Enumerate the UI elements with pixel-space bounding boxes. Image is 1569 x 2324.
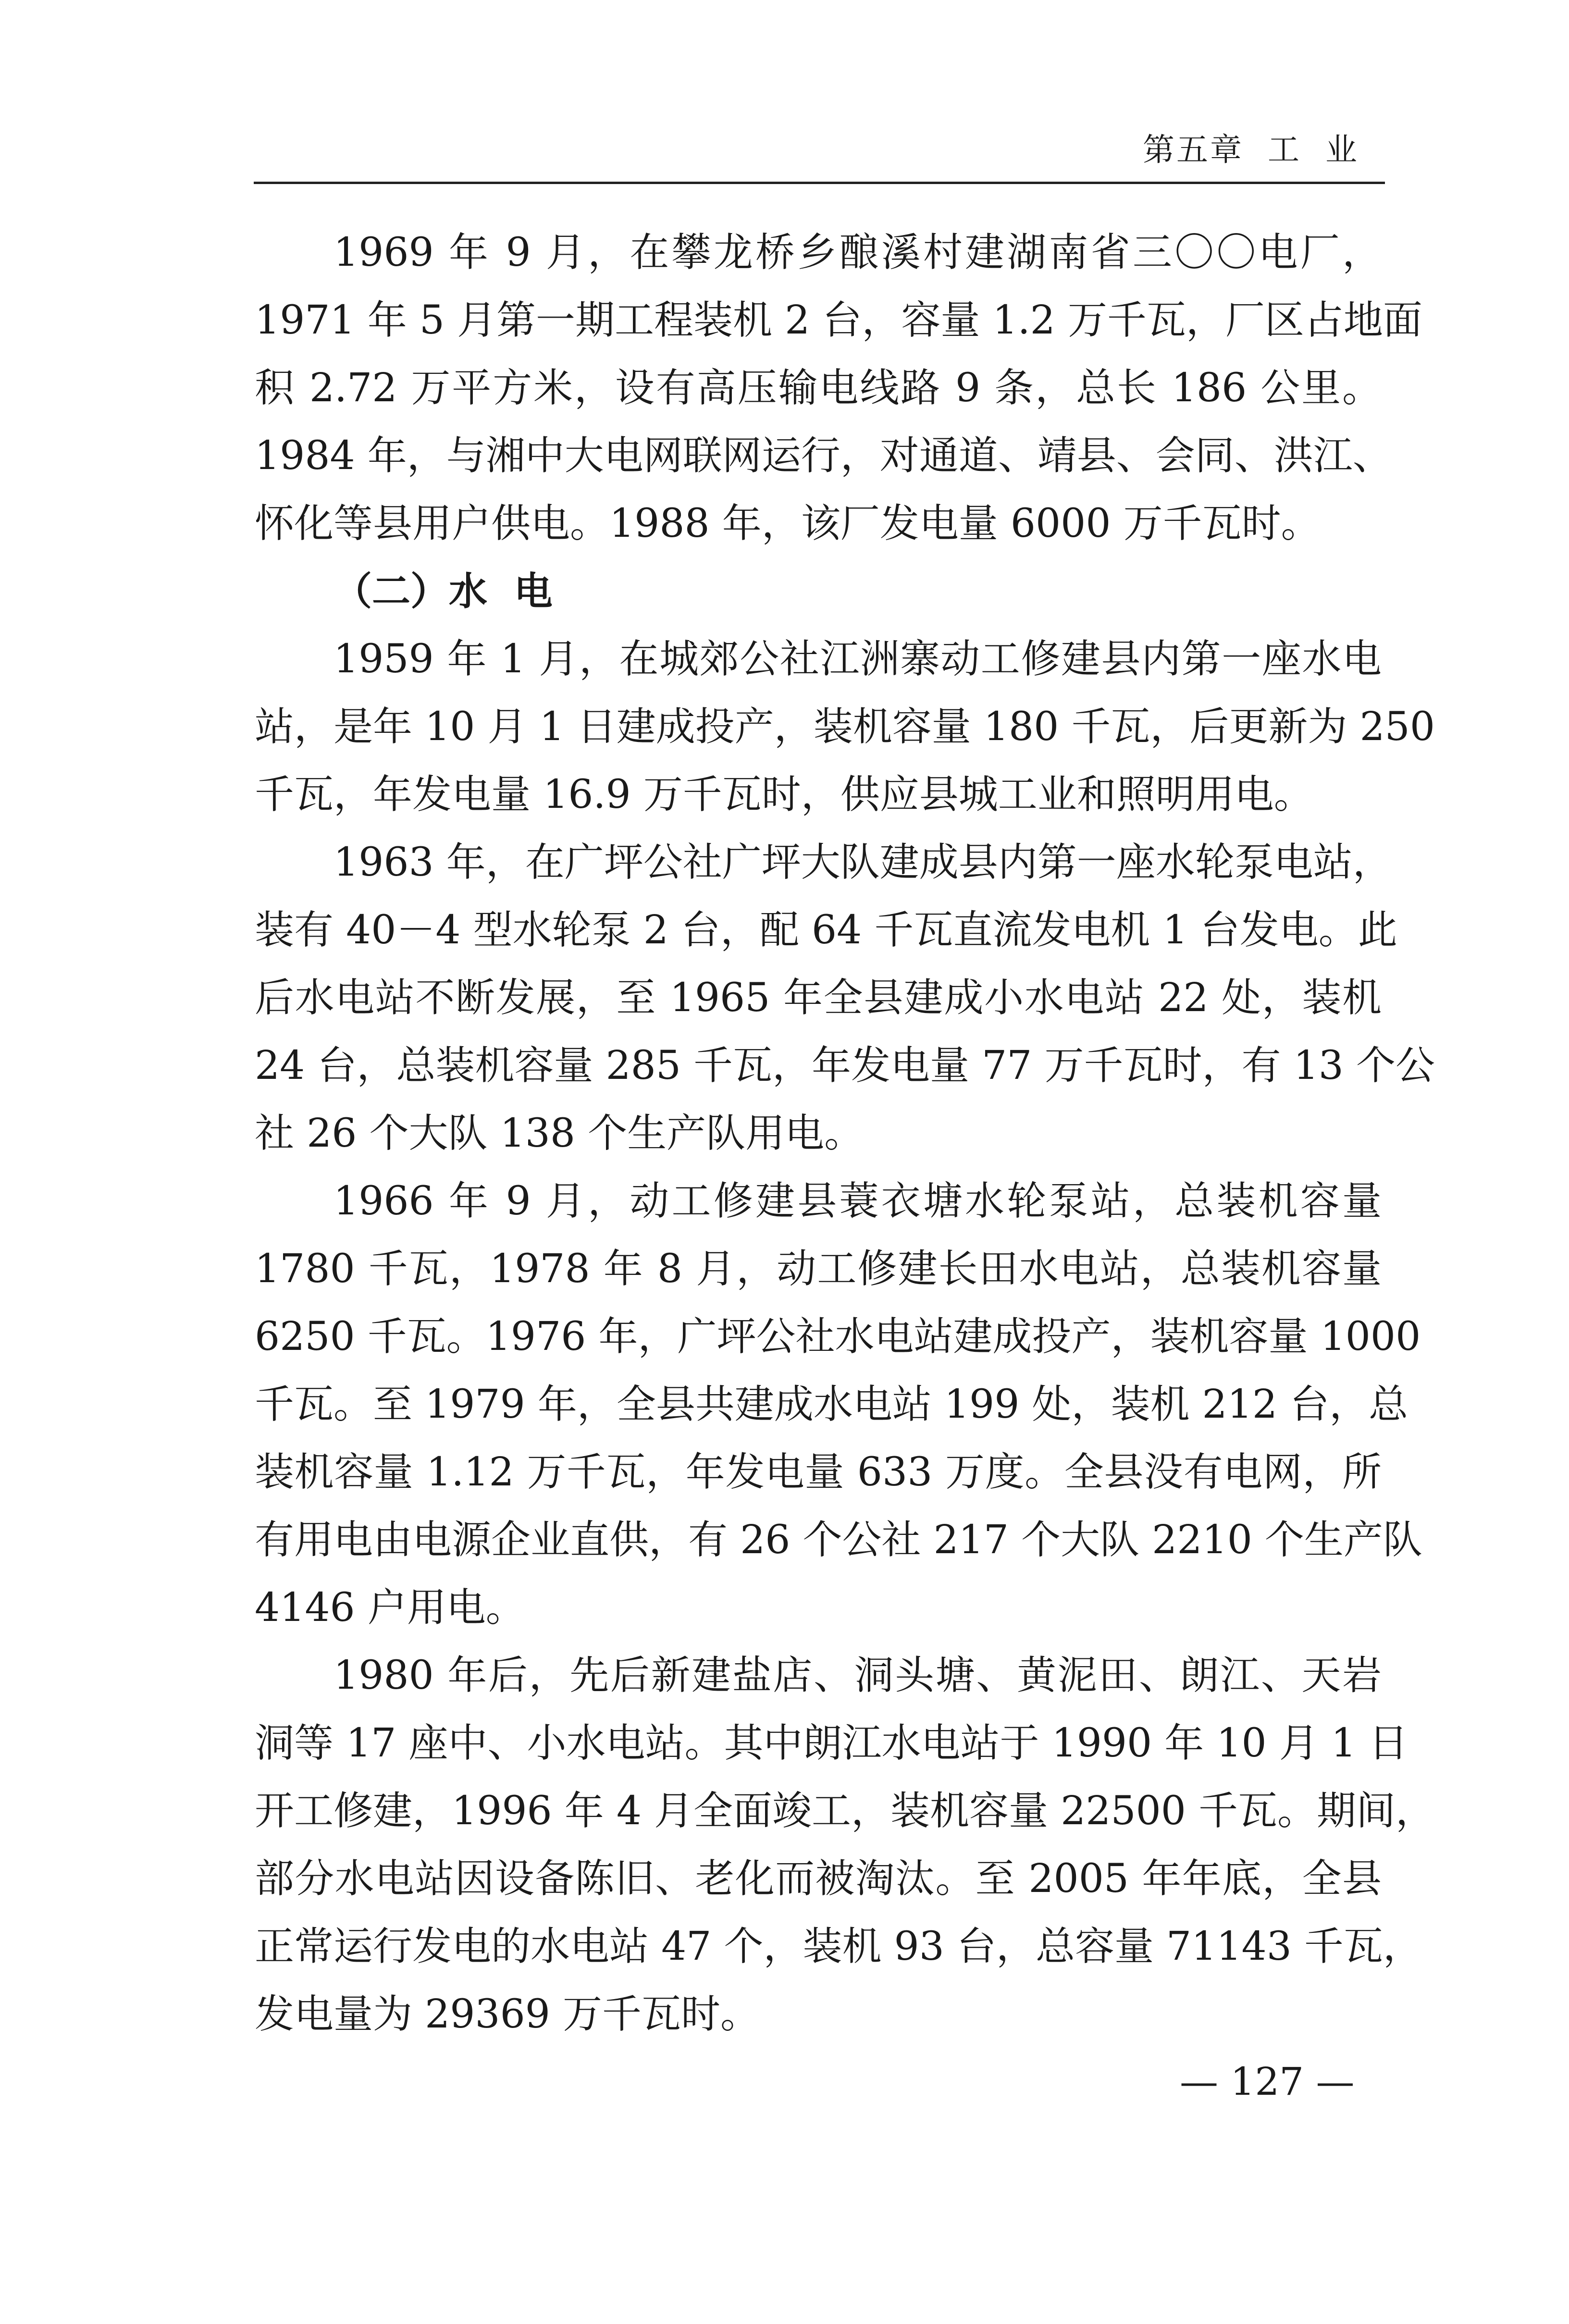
text-line: 社 26 个大队 138 个生产队用电。 xyxy=(255,1111,864,1156)
text-line: 千瓦，年发电量 16.9 万千瓦时，供应县城工业和照明用电。 xyxy=(255,772,1313,817)
text-line: 1966 年 9 月，动工修建县蓑衣塘水轮泵站，总装机容量 xyxy=(334,1178,1382,1224)
text-line: 1969 年 9 月，在攀龙桥乡酿溪村建湖南省三〇〇电厂， xyxy=(334,230,1382,275)
text-line: 千瓦。至 1979 年，全县共建成水电站 199 处，装机 212 台，总 xyxy=(255,1382,1408,1427)
header-rule xyxy=(254,182,1385,184)
text-line: 1980 年后，先后新建盐店、洞头塘、黄泥田、朗江、天岩 xyxy=(334,1653,1382,1698)
text-line: 洞等 17 座中、小水电站。其中朗江水电站于 1990 年 10 月 1 日 xyxy=(255,1720,1408,1766)
text-line: 1984 年，与湘中大电网联网运行，对通道、靖县、会同、洪江、 xyxy=(255,433,1392,479)
text-line: 后水电站不断发展，至 1965 年全县建成小水电站 22 处，装机 xyxy=(255,975,1382,1021)
paragraph-1966 xyxy=(255,1167,1422,1642)
paragraph-1959 xyxy=(255,625,1435,828)
text-line: 积 2.72 万平方米，设有高压输电线路 9 条，总长 186 公里。 xyxy=(255,365,1382,411)
page-body xyxy=(255,219,1435,2048)
text-line: 装有 40－4 型水轮泵 2 台，配 64 千瓦直流发电机 1 台发电。此 xyxy=(255,907,1397,953)
text-line: 装机容量 1.12 万千瓦，年发电量 633 万度。全县没有电网，所 xyxy=(255,1449,1382,1495)
paragraph-1963 xyxy=(255,828,1435,1167)
text-line: 开工修建，1996 年 4 月全面竣工，装机容量 22500 千瓦。期间， xyxy=(255,1788,1435,1834)
section-heading-hydropower: （二）水 电 xyxy=(334,569,553,614)
text-line: 6250 千瓦。1976 年，广坪公社水电站建成投产，装机容量 1000 xyxy=(255,1314,1421,1360)
text-line: 24 台，总装机容量 285 千瓦，年发电量 77 万千瓦时，有 13 个公 xyxy=(255,1043,1435,1088)
text-line: 站，是年 10 月 1 日建成投产，装机容量 180 千瓦，后更新为 250 xyxy=(255,704,1435,750)
paragraph-1980 xyxy=(255,1642,1435,2048)
text-line: 部分水电站因设备陈旧、老化而被淘汰。至 2005 年年底，全县 xyxy=(255,1856,1382,1902)
text-line: 1963 年，在广坪公社广坪大队建成县内第一座水轮泵电站， xyxy=(334,840,1392,885)
text-line: 1780 千瓦，1978 年 8 月，动工修建长田水电站，总装机容量 xyxy=(255,1246,1382,1292)
running-head-chapter-title: 第五章 工 业 xyxy=(1143,131,1359,168)
text-line: 发电量为 29369 万千瓦时。 xyxy=(255,1991,760,2037)
text-line: 1959 年 1 月，在城郊公社江洲寨动工修建县内第一座水电 xyxy=(334,636,1382,682)
paragraph-thermal-plant xyxy=(255,219,1422,557)
page-number: — 127 — xyxy=(1180,2059,1355,2104)
text-line: 1971 年 5 月第一期工程装机 2 台，容量 1.2 万千瓦，厂区占地面 xyxy=(255,297,1422,343)
text-line: 怀化等县用户供电。1988 年，该厂发电量 6000 万千瓦时。 xyxy=(255,501,1321,546)
text-line: 有用电由电源企业直供，有 26 个公社 217 个大队 2210 个生产队 xyxy=(255,1517,1422,1563)
text-line: 正常运行发电的水电站 47 个，装机 93 台，总容量 71143 千瓦， xyxy=(255,1924,1422,1969)
text-line: 4146 户用电。 xyxy=(255,1585,525,1631)
